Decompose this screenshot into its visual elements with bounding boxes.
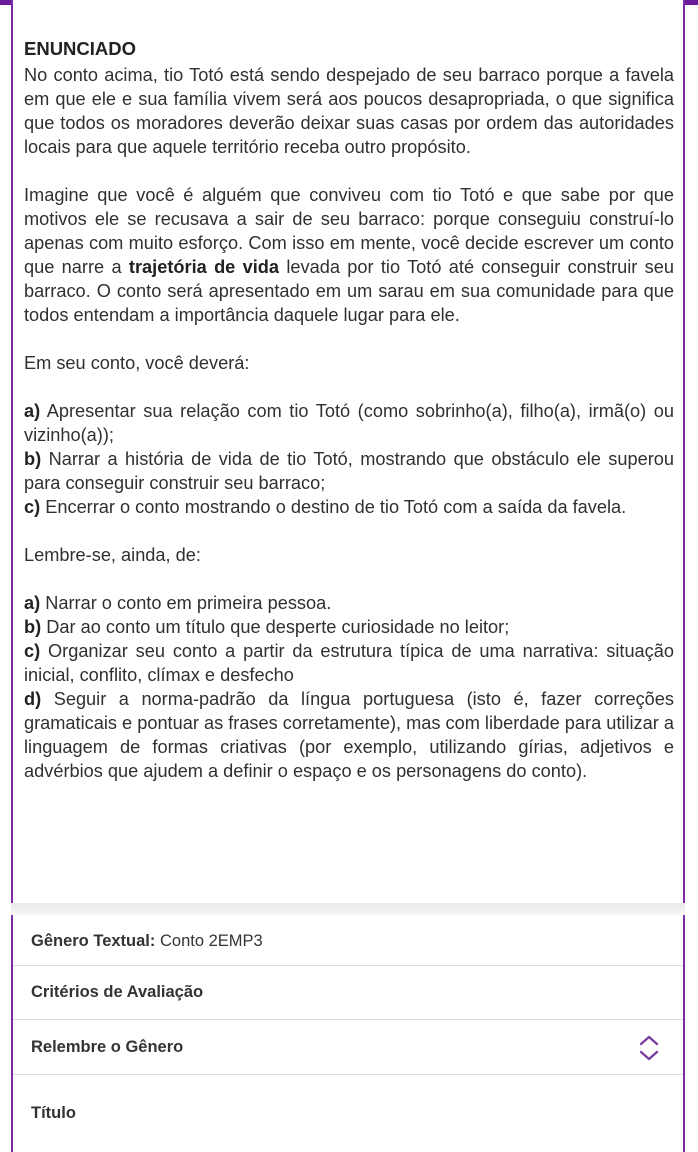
- paragraph-instructions-part2: levada por tio Totó até conseguir construir seu barraco. O conto será apresentado em um sarau em sua comunidade para que todos entendam a importância daquele lugar para ele.: [24, 257, 674, 325]
- genre-label: Gênero Textual:: [31, 931, 156, 950]
- task-letter: b): [24, 449, 42, 469]
- reminder-letter: d): [24, 689, 42, 709]
- genre-value: Conto 2EMP3: [155, 931, 263, 950]
- reminder-item-d: [24, 687, 674, 783]
- reminder-text: Seguir a norma-padrão da língua portuguesa (isto é, fazer correções gramaticais e pontuar as frases corretamente), mas com liberdade para utilizar a linguagem de formas criativas (por exemplo, utilizando gírias, adjetivos e advérbios que ajudem a definir o espaço e os personagens do conto).: [24, 689, 674, 781]
- reminder-letter: b): [24, 617, 42, 637]
- reminder-text: Narrar o conto em primeira pessoa.: [40, 593, 332, 613]
- paragraph-instructions: [24, 183, 674, 327]
- statement-content: [24, 37, 674, 783]
- task-item-c: [24, 495, 674, 519]
- criteria-label[interactable]: Critérios de Avaliação: [31, 983, 204, 1001]
- section-divider: [11, 903, 685, 915]
- title-label: Título: [31, 1104, 76, 1122]
- title-row[interactable]: [13, 1075, 683, 1152]
- reminder-item-b: [24, 615, 674, 639]
- tasks-intro: Em seu conto, você deverá:: [24, 353, 250, 373]
- paragraph-context: No conto acima, tio Totó está sendo despejado de seu barraco porque a favela em que ele e sua família vivem será aos poucos desapropriada, o que significa que todos os moradores deverão deixar suas casas por ordem das autoridades locais para que aquele território receba outro propósito.: [24, 65, 674, 157]
- task-item-b: [24, 447, 674, 495]
- reminder-letter: a): [24, 593, 41, 613]
- genre-reminder-label[interactable]: Relembre o Gênero: [31, 1037, 184, 1056]
- task-text: Apresentar sua relação com tio Totó (como sobrinho(a), filho(a), irmã(o) ou vizinho(a));: [24, 401, 674, 445]
- genre-row: [13, 917, 683, 966]
- task-letter: c): [24, 497, 41, 517]
- reminder-item-a: [24, 591, 674, 615]
- criteria-row[interactable]: [13, 966, 683, 1020]
- reminder-letter: c): [24, 641, 41, 661]
- reminder-text: Dar ao conto um título que desperte curiosidade no leitor;: [41, 617, 510, 637]
- paragraph-instructions-bold: trajetória de vida: [128, 257, 280, 277]
- genre-reminder-row[interactable]: [13, 1020, 683, 1075]
- reminder-item-c: [24, 639, 674, 687]
- task-text: Narrar a história de vida de tio Totó, mostrando que obstáculo ele superou para conseguir construir seu barraco;: [24, 449, 674, 493]
- section-title: ENUNCIADO: [24, 38, 137, 59]
- task-text: Encerrar o conto mostrando o destino de tio Totó com a saída da favela.: [40, 497, 627, 517]
- paragraph-instructions-part1: Imagine que você é alguém que conviveu com tio Totó e que sabe por que motivos ele se recusava a sair de seu barraco: porque conseguiu construí-lo apenas com muito esforço. Com isso em mente, você decide escrever um conto que narre a: [24, 185, 674, 277]
- task-letter: a): [24, 401, 41, 421]
- reminder-text: Organizar seu conto a partir da estrutura típica de uma narrativa: situação inicial, conflito, clímax e desfecho: [24, 641, 674, 685]
- reminders-intro: Lembre-se, ainda, de:: [24, 545, 201, 565]
- task-item-a: [24, 399, 674, 447]
- expand-collapse-icon[interactable]: [637, 1034, 661, 1062]
